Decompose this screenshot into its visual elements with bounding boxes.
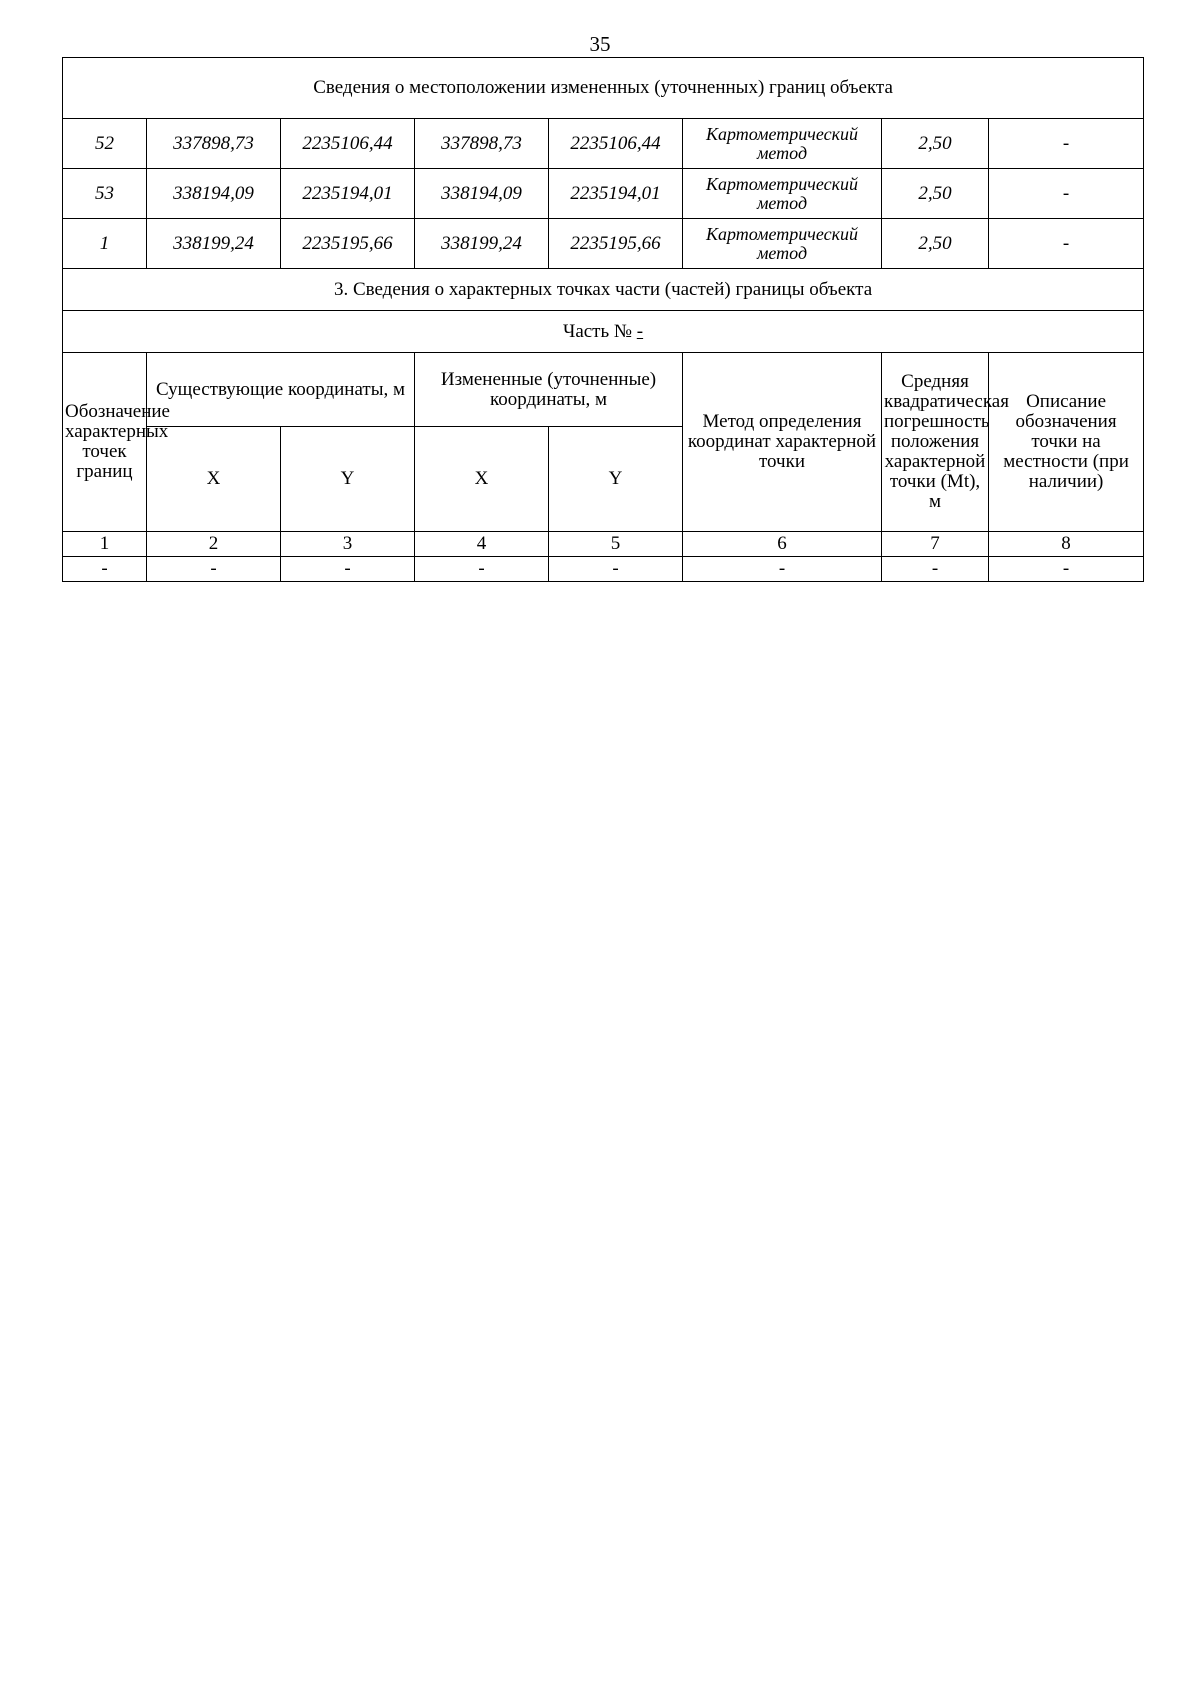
header-designation: Обозначение характерных точек границ <box>63 353 147 532</box>
table-row <box>63 557 1144 582</box>
column-number: 1 <box>63 532 147 557</box>
column-number: 3 <box>281 532 415 557</box>
point-id: 52 <box>63 119 147 169</box>
table-title: Сведения о местоположении измененных (уточненных) границ объекта <box>63 58 1144 119</box>
header-description: Описание обозначения точки на местности (при наличии) <box>989 353 1144 532</box>
column-number: 6 <box>683 532 882 557</box>
part-value: - <box>636 320 644 342</box>
column-number: 5 <box>549 532 683 557</box>
empty-cell: - <box>281 557 415 582</box>
changed-y: 2235195,66 <box>549 219 683 269</box>
existing-x: 337898,73 <box>147 119 281 169</box>
column-number: 2 <box>147 532 281 557</box>
header-changed-y: Y <box>549 427 683 532</box>
changed-x: 338194,09 <box>415 169 549 219</box>
empty-cell: - <box>989 557 1144 582</box>
part-label: Часть № <box>562 320 637 342</box>
column-number: 8 <box>989 532 1144 557</box>
empty-cell: - <box>882 557 989 582</box>
changed-y: 2235106,44 <box>549 119 683 169</box>
changed-y: 2235194,01 <box>549 169 683 219</box>
existing-x: 338199,24 <box>147 219 281 269</box>
table-row <box>63 219 1144 269</box>
column-number: 4 <box>415 532 549 557</box>
empty-cell: - <box>147 557 281 582</box>
part-number <box>63 311 1144 353</box>
table-row <box>63 119 1144 169</box>
empty-cell: - <box>549 557 683 582</box>
header-existing-y: Y <box>281 427 415 532</box>
column-number-row <box>63 532 1144 557</box>
table-title-row <box>63 58 1144 119</box>
mean-error: 2,50 <box>882 169 989 219</box>
header-changed-x: X <box>415 427 549 532</box>
empty-cell: - <box>415 557 549 582</box>
boundary-points-table <box>62 57 1144 582</box>
mean-error: 2,50 <box>882 119 989 169</box>
method: Картометрический метод <box>683 169 882 219</box>
existing-y: 2235106,44 <box>281 119 415 169</box>
header-method: Метод определения координат характерной точки <box>683 353 882 532</box>
point-id: 1 <box>63 219 147 269</box>
table-row <box>63 169 1144 219</box>
header-mean-error: Средняя квадратическая погрешность положения характерной точки (Mt), м <box>882 353 989 532</box>
section-3-title: 3. Сведения о характерных точках части (частей) границы объекта <box>63 269 1144 311</box>
existing-x: 338194,09 <box>147 169 281 219</box>
changed-x: 338199,24 <box>415 219 549 269</box>
mean-error: 2,50 <box>882 219 989 269</box>
part-row <box>63 311 1144 353</box>
header-existing-coordinates: Существующие координаты, м <box>147 353 415 427</box>
description: - <box>989 119 1144 169</box>
point-id: 53 <box>63 169 147 219</box>
method: Картометрический метод <box>683 119 882 169</box>
existing-y: 2235195,66 <box>281 219 415 269</box>
existing-y: 2235194,01 <box>281 169 415 219</box>
changed-x: 337898,73 <box>415 119 549 169</box>
column-number: 7 <box>882 532 989 557</box>
header-existing-x: X <box>147 427 281 532</box>
method: Картометрический метод <box>683 219 882 269</box>
description: - <box>989 219 1144 269</box>
header-row-top <box>63 353 1144 427</box>
section-row <box>63 269 1144 311</box>
header-changed-coordinates: Измененные (уточненные) координаты, м <box>415 353 683 427</box>
empty-cell: - <box>63 557 147 582</box>
description: - <box>989 169 1144 219</box>
page-number: 35 <box>589 32 611 56</box>
empty-cell: - <box>683 557 882 582</box>
